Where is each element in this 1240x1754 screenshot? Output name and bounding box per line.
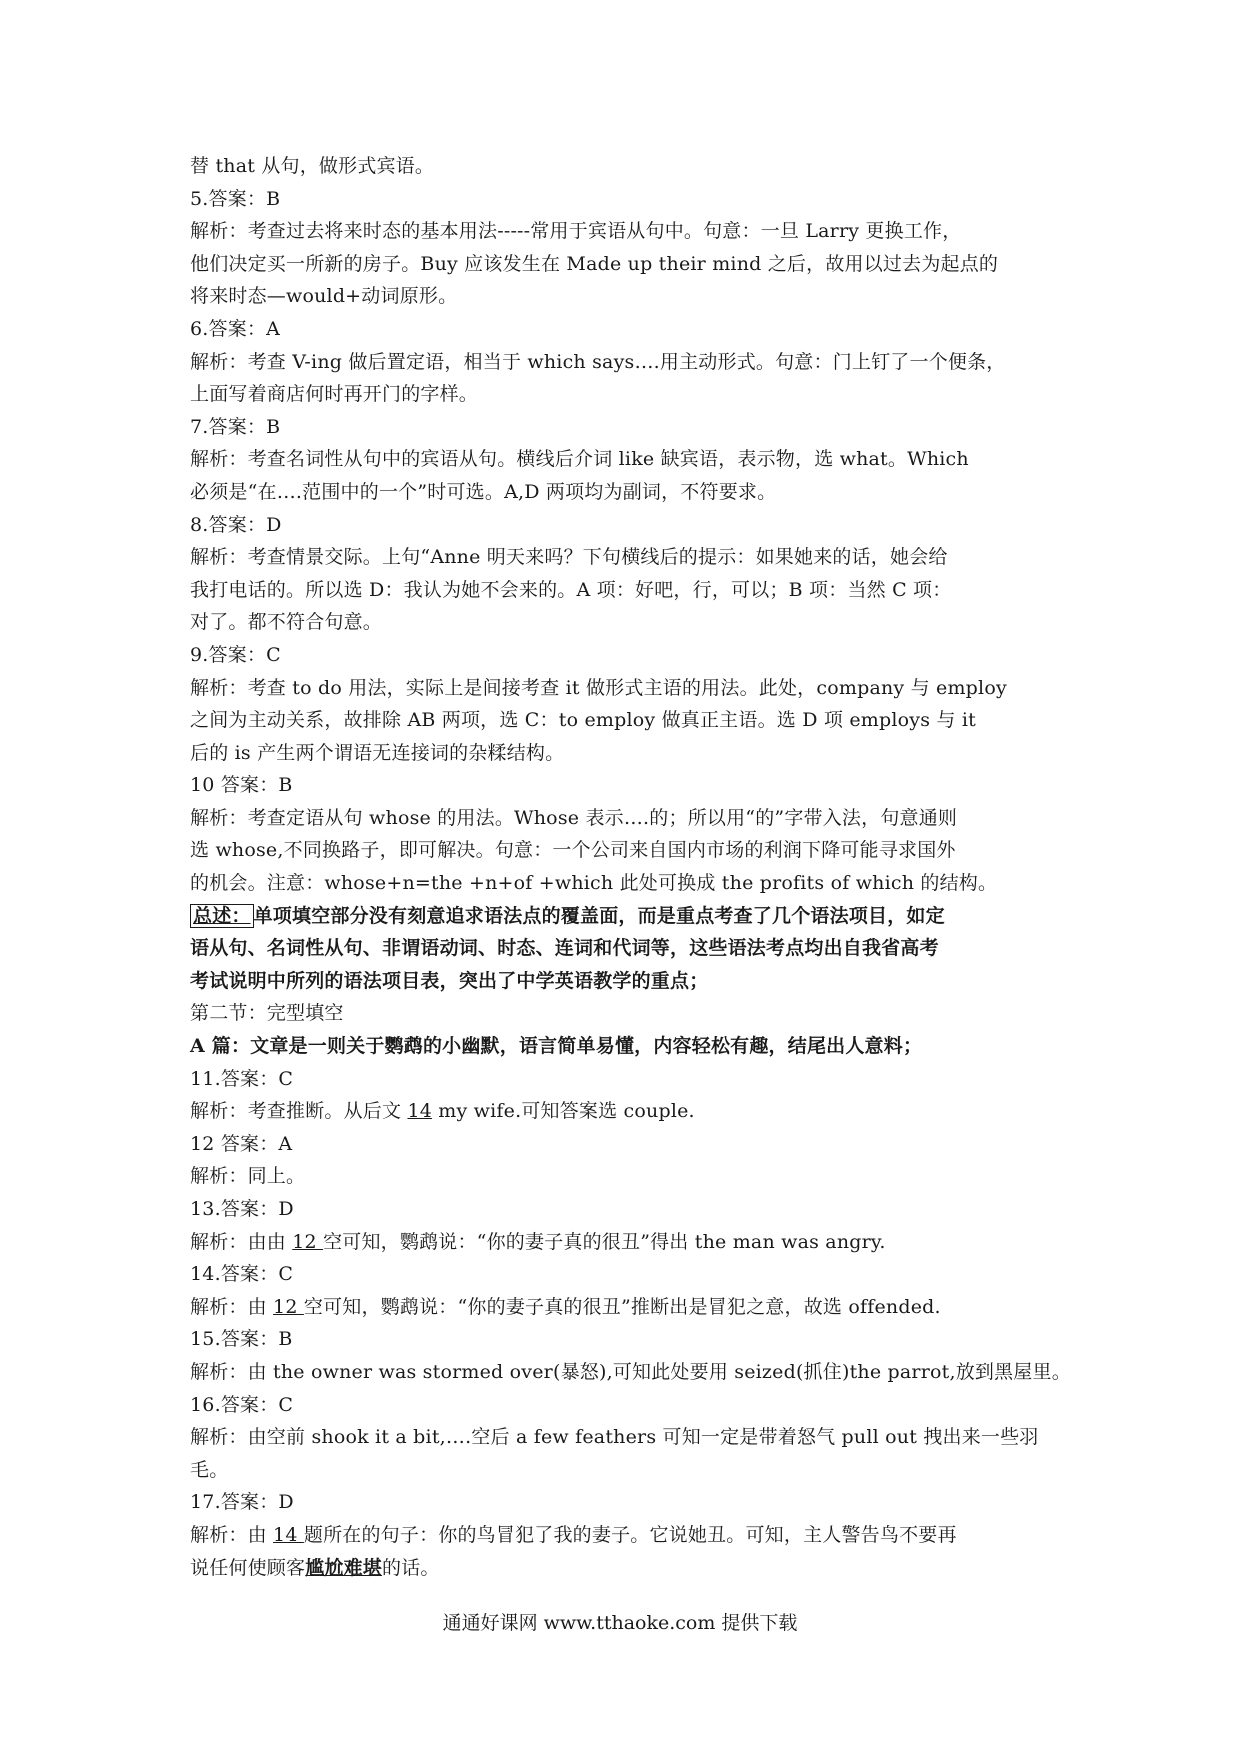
explanation-line: 上面写着商店何时再开门的字样。 [190,383,479,406]
explanation-line: 后的 is 产生两个谓语无连接词的杂糅结构。 [190,741,565,764]
explanation-line: 他们决定买一所新的房子。Buy 应该发生在 Made up their mind 之后，故用以过去为起点的 [190,252,999,275]
answer-line: 11.答案：C [190,1067,294,1090]
text-span: 空可知，鹦鹉说：“你的妻子真的很丑”得出 the man was angry. [323,1230,886,1253]
explanation-line: 对了。都不符合句意。 [190,611,383,634]
blank-ref: 14 [407,1100,433,1123]
explanation-line: 选 whose,不同换路子，即可解决。句意：一个公司来自国内市场的利润下降可能寻求国外 [190,839,956,862]
explanation-line [190,1226,1065,1259]
explanation-line: 的机会。注意：whose+n=the +n+of +which 此处可换成 the profits of which 的结构。 [190,872,998,895]
explanation-line [190,1291,1065,1324]
text-span: 题所在的句子：你的鸟冒犯了我的妻子。它说她丑。可知，主人警告鸟不要再 [303,1523,957,1546]
text-span: 解析：考查推断。从后文 [190,1100,408,1123]
explanation-line: 解析：考查情景交际。上句“Anne 明天来吗？下句横线后的提示：如果她来的话，她会给 [190,546,948,569]
text-span: my wife.可知答案选 couple. [432,1100,695,1123]
explanation-line: 解析：考查定语从句 whose 的用法。Whose 表示….的；所以用“的”字带入法，句意通则 [190,806,958,829]
explanation-line: 我打电话的。所以选 D：我认为她不会来的。A 项：好吧，行，可以；B 项：当然 C 项： [190,578,952,601]
answer-line: 7.答案：B [190,415,281,438]
answer-line: 6.答案：A [190,317,281,340]
explanation-line: 必须是“在….范围中的一个”时可选。A,D 两项均为副词，不符要求。 [190,480,777,503]
answer-line: 17.答案：D [190,1491,294,1514]
text-span: 的话。 [382,1556,440,1579]
answer-line: 16.答案：C [190,1393,294,1416]
explanation-line: 解析：由空前 shook it a bit,….空后 a few feathers 可知一定是带着怒气 pull out 拽出来一些羽 [190,1426,1039,1449]
answer-line: 15.答案：B [190,1328,293,1351]
explanation-line: 之间为主动关系，故排除 AB 两项，选 C：to employ 做真正主语。选 D 项 employs 与 it [190,709,976,732]
explanation-line: 将来时态—would+动词原形。 [190,285,458,308]
summary-line: 考试说明中所列的语法项目表，突出了中学英语教学的重点； [190,969,709,992]
text-span: 空可知，鹦鹉说：“你的妻子真的很丑”推断出是冒犯之意，故选 offended. [303,1295,941,1318]
answer-line: 5.答案：B [190,187,281,210]
blank-ref: 14 [273,1523,304,1546]
text-span: 说任何使顾客 [190,1556,306,1579]
explanation-line: 解析：考查 V-ing 做后置定语，相当于 which says….用主动形式。句意：门上钉了一个便条， [190,350,1006,373]
explanation-line [190,1095,1065,1128]
page-footer: 通通好课网 www.tthaoke.com 提供下载 [442,1612,798,1634]
answer-line: 12 答案：A [190,1132,293,1155]
emphasis-span: 尴尬难堪 [305,1556,383,1579]
text-span: 解析：由由 [190,1230,293,1253]
explanation-line [190,1552,1065,1585]
explanation-line [190,1519,1065,1552]
summary-text: 单项填空部分没有刻意追求语法点的覆盖面，而是重点考查了几个语法项目，如定 [253,904,945,927]
section-title: 第二节：完型填空 [190,1002,344,1025]
text-line: 替 that 从句，做形式宾语。 [190,155,435,177]
explanation-line: 毛。 [190,1458,229,1481]
answer-line: 10 答案：B [190,774,293,797]
explanation-line: 解析：考查名词性从句中的宾语从句。横线后介词 like 缺宾语，表示物，选 what。Which [190,448,969,471]
explanation-line: 解析：同上。 [190,1165,306,1188]
answer-line: 14.答案：C [190,1263,294,1286]
answer-line: 13.答案：D [190,1198,294,1220]
text-span: 解析：由 [190,1523,274,1546]
explanation-line: 解析：考查过去将来时态的基本用法-----常用于宾语从句中。句意：一旦 Larry 更换工作， [190,220,962,243]
explanation-line: 解析：由 the owner was stormed over(暴怒),可知此处要用 seized(抓住)the parrot,放到黑屋里。 [190,1360,1071,1383]
blank-ref: 12 [292,1230,324,1253]
document-body [190,150,1071,1584]
blank-ref: 12 [273,1295,304,1318]
text-span: 解析：由 [190,1295,274,1318]
explanation-line: 解析：考查 to do 用法，实际上是间接考查 it 做形式主语的用法。此处，company 与 employ [190,676,1007,699]
summary-line [190,900,1065,933]
answer-line: 9.答案：C [190,643,281,666]
answer-line: 8.答案：D [190,513,282,536]
summary-line: 语从句、名词性从句、非谓语动词、时态、连词和代词等，这些语法考点均出自我省高考 [190,937,939,960]
passage-a-intro: A 篇：文章是一则关于鹦鹉的小幽默，语言简单易懂，内容轻松有趣，结尾出人意料； [190,1035,923,1058]
summary-label: 总述： [190,904,254,928]
